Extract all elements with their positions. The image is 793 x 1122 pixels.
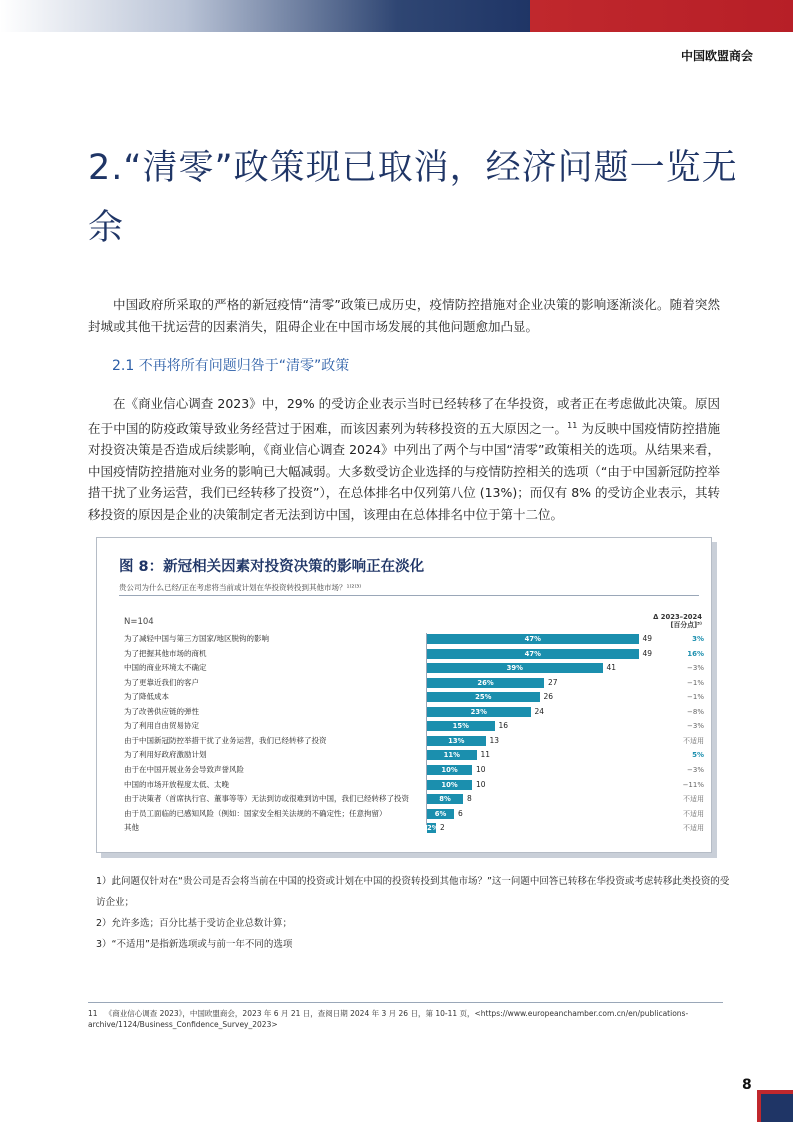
delta-label: −3% (687, 765, 704, 774)
count-label: 27 (548, 677, 558, 687)
chart-row (124, 735, 704, 747)
count-label: 49 (642, 634, 653, 643)
body-text-part2: 为反映中国疫情防控措施对投资决策是否造成后续影响，《商业信心调查 2024》中列出了两个与中国“清零”政策相关的选项。从结果来看，中国疫情防控措施对业务的影响已大幅减弱。大多数受访企业选择的与疫情防控相关的选项（“由于中国新冠防控举措干扰了业务运营，我们已经转移了投资”），在总体排名中仅列第八位 (13%)；而仅有 8% 的受访企业表示，其转移投资的原因是企业的决策制定者无法到访中国，该理由在总体排名中位于第十二位。 (88, 420, 721, 522)
category-label: 其他 (124, 823, 139, 833)
percent-label: 2% (427, 824, 439, 833)
note-3: 3）“不适用”是指新选项或与前一年不同的选项 (96, 939, 293, 950)
data-bar (427, 649, 639, 659)
chart-row (124, 720, 704, 732)
data-bar (427, 780, 472, 790)
footnote-divider (88, 1002, 723, 1003)
category-label: 为了改善供应链的弹性 (124, 706, 199, 716)
percent-label: 8% (439, 795, 451, 804)
category-label: 为了利用好政府激励计划 (124, 750, 207, 760)
data-bar (427, 809, 454, 819)
data-bar (427, 765, 472, 775)
delta-label: 不适用 (683, 795, 704, 804)
category-label: 由于中国新冠防控举措干扰了业务运营，我们已经转移了投资 (124, 735, 327, 745)
category-label: 为了利用自由贸易协定 (124, 721, 199, 731)
section-title: 2.“清零”政策现已取消，经济问题一览无余 (88, 148, 738, 248)
category-label: 由于员工面临的已感知风险（例如：国家安全相关法规的不确定性；任意拘留） (124, 808, 387, 818)
delta-label: −3% (687, 722, 704, 731)
percent-label: 39% (506, 664, 523, 673)
chart-row (124, 633, 704, 645)
data-bar (427, 707, 531, 717)
data-bar (427, 634, 639, 644)
delta-label: 不适用 (683, 736, 704, 745)
data-bar (427, 794, 463, 804)
delta-label: −11% (682, 780, 704, 789)
delta-header (642, 613, 702, 629)
chart-row (124, 779, 704, 791)
note-2: 2）允许多选；百分比基于受访企业总数计算； (96, 918, 293, 929)
data-bar (427, 721, 495, 731)
percent-label: 10% (441, 765, 458, 774)
delta-label: −1% (687, 678, 704, 687)
category-label: 中国的市场开放程度太低、太晚 (124, 779, 229, 789)
note-1: 1）此问题仅针对在“贵公司是否会将当前在中国的投资或计划在中国的投资转投到其他市场？”这一问题中回答已转移在华投资或考虑转移此类投资的受访企业； (96, 876, 730, 908)
category-label: 由于在中国开展业务会导致声誉风险 (124, 764, 244, 774)
data-bar (427, 663, 603, 673)
category-label: 为了降低成本 (124, 692, 169, 702)
chart-row (124, 793, 704, 805)
delta-label: 不适用 (683, 824, 704, 833)
count-label: 24 (534, 706, 545, 716)
top-banner (0, 0, 793, 32)
percent-label: 11% (443, 751, 460, 760)
category-label: 中国的商业环境太不确定 (124, 663, 207, 673)
figure-title: 图 8：新冠相关因素对投资决策的影响正在淡化 (119, 559, 425, 575)
count-label: 13 (489, 735, 500, 745)
category-label: 为了更靠近我们的客户 (124, 677, 199, 687)
data-bar (427, 736, 486, 746)
figure-notes (96, 871, 736, 955)
body-paragraph (88, 393, 720, 525)
percent-label: 25% (475, 693, 492, 702)
subsection-title: 2.1 不再将所有问题归咎于“清零”政策 (112, 358, 350, 374)
delta-label: 不适用 (683, 809, 704, 818)
footnote-number: 11 (88, 1009, 98, 1018)
footnote (88, 1008, 728, 1030)
percent-label: 6% (434, 809, 447, 818)
count-label: 11 (480, 750, 491, 760)
chart-row (124, 691, 704, 703)
count-label: 49 (642, 648, 653, 658)
percent-label: 47% (524, 649, 541, 658)
chart-row (124, 808, 704, 820)
corner-navy-block (761, 1094, 793, 1122)
data-bar (427, 750, 477, 760)
count-label: 2 (440, 823, 445, 833)
figure-question: 贵公司为什么已经/正在考虑将当前或计划在华投资转投到其他市场？¹⁾²⁾³⁾ (119, 583, 362, 592)
delta-label: −3% (687, 664, 704, 673)
intro-paragraph: 中国政府所采取的严格的新冠疫情“清零”政策已成历史，疫情防控措施对企业决策的影响逐渐淡化。随着突然封城或其他干扰运营的因素消失，阻碍企业在中国市场发展的其他问题愈加凸显。 (88, 297, 720, 334)
count-label: 10 (476, 779, 486, 789)
count-label: 10 (476, 764, 486, 774)
chart-row (124, 764, 704, 776)
count-label: 8 (467, 794, 472, 804)
count-label: 41 (606, 663, 617, 673)
category-label: 为了减轻中国与第三方国家/地区脱钩的影响 (124, 634, 270, 643)
banner-red-band (530, 0, 793, 32)
count-label: 6 (458, 808, 463, 818)
percent-label: 26% (477, 678, 494, 687)
organization-name: 中国欧盟商会 (680, 49, 753, 63)
data-bar (427, 823, 439, 833)
chart-row (124, 648, 704, 660)
figure-8 (96, 537, 712, 853)
percent-label: 47% (524, 635, 541, 643)
count-label: 16 (498, 721, 509, 731)
chart-row (124, 677, 704, 689)
chart-row (124, 749, 704, 761)
sample-size-label: N=104 (124, 617, 154, 627)
chart-row (124, 822, 704, 834)
data-bar (427, 678, 544, 688)
body-text-part1: 在《商业信心调查 2023》中，29% 的受访企业表示当时已经转移了在华投资，或者正在考虑做此决策。原因在于中国的防疫政策导致业务经营过于困难，而该因素列为转移投资的五大原因之一。 (88, 396, 720, 436)
delta-label: 3% (692, 635, 704, 643)
percent-label: 15% (452, 722, 469, 731)
category-label: 为了把握其他市场的商机 (124, 648, 207, 658)
delta-label: −1% (687, 693, 704, 702)
delta-label: −8% (687, 707, 704, 716)
footnote-reference[interactable]: 11 (567, 420, 578, 430)
banner-navy-band (0, 0, 530, 32)
delta-header-line1: Δ 2023–2024 (653, 613, 702, 621)
footnote-text: 《商业信心调查 2023》，中国欧盟商会，2023 年 6 月 21 日，查阅日期 2024 年 3 月 26 日，第 10-11 页，<https://www.europeanchamber.com.cn/en/publications-archive/1124/Business_Confidence_Survey_2023> (88, 1009, 689, 1029)
page-number: 8 (742, 1077, 752, 1093)
chart-row (124, 662, 704, 674)
category-label: 由于决策者（首席执行官、董事等等）无法到访或很难到访中国，我们已经转移了投资 (124, 794, 409, 804)
figure-divider (119, 595, 699, 596)
delta-label: 16% (687, 649, 704, 658)
percent-label: 10% (441, 780, 458, 789)
chart-row (124, 706, 704, 718)
delta-header-line2: [百分点]³⁾ (670, 621, 702, 629)
data-bar (427, 692, 540, 702)
percent-label: 13% (448, 736, 465, 745)
percent-label: 23% (470, 707, 487, 716)
count-label: 26 (543, 692, 554, 702)
delta-label: 5% (692, 751, 704, 760)
